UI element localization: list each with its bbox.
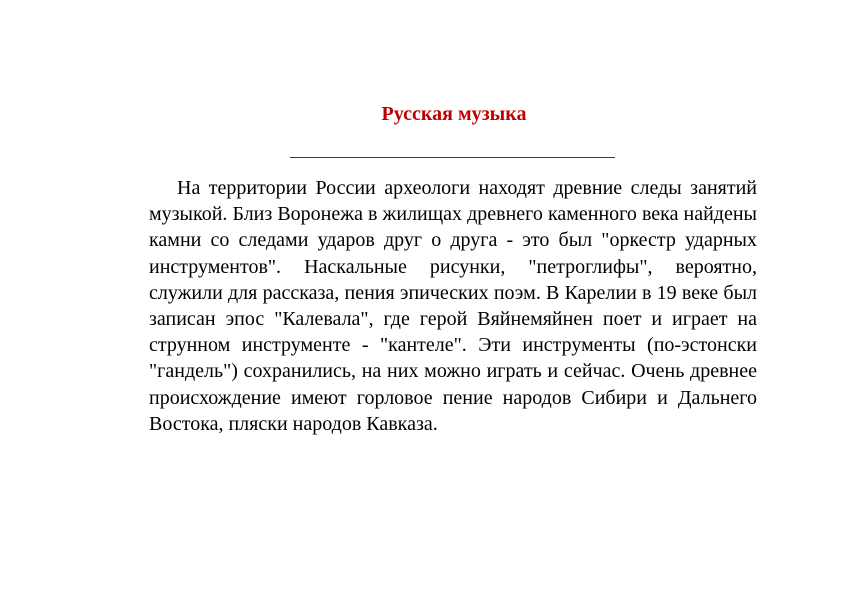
- page-title: Русская музыка: [381, 103, 527, 125]
- title-underline-divider: [290, 157, 615, 158]
- body-paragraph: На территории России археологи находят древние следы занятий музыкой. Близ Воронежа в жилищах древнего каменного века найдены камни со следами ударов друг о друга - это был "оркестр ударных инструментов". Наскальные рисунки, "петроглифы", вероятно, служили для рассказа, пения эпических поэм. В Карелии в 19 веке был записан эпос "Калевала", где герой Вяйнемяйнен поет и играет на струнном инструменте - "кантеле". Эти инструменты (по-эстонски "гандель") сохранились, на них можно играть и сейчас. Очень древнее происхождение имеют горловое пение народов Сибири и Дальнего Востока, пляски народов Кавказа.: [149, 177, 757, 435]
